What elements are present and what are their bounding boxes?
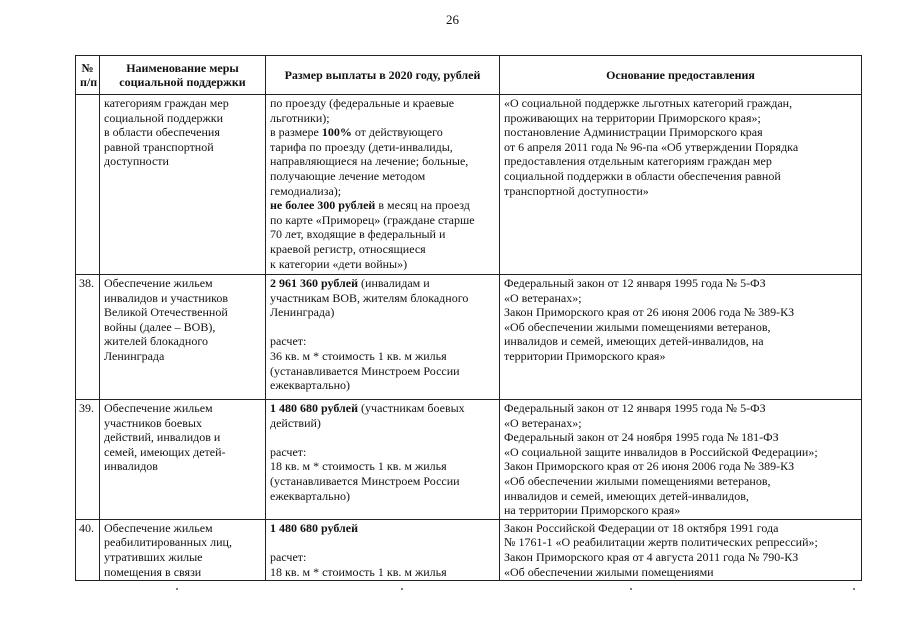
table-row-continuation	[76, 95, 862, 275]
table-row	[76, 519, 862, 580]
cell-measure-name: Обеспечение жильем инвалидов и участников Великой Отечественной войны (далее – ВОВ), жителей блокадного Ленинграда	[100, 275, 266, 400]
cell-num: 40.	[76, 519, 100, 580]
header-measure-name: Наименование меры социальной поддержки	[100, 56, 266, 95]
cell-num: 38.	[76, 275, 100, 400]
cell-payment-amount: по проезду (федеральные и краевые льготники); в размере 100% от действующего тарифа по проезду (дети-инвалиды, направляющиеся на лечение; больные, получающие лечение методом гемодиализа); не более 300 рублей в месяц на проезд по карте «Приморец» (граждане старше 70 лет, входящие в федеральный и краевой регистр, относящиеся к категории «дети войны»)	[266, 95, 500, 275]
cell-measure-name: Обеспечение жильем участников боевых действий, инвалидов и семей, имеющих детей- инвалидов	[100, 400, 266, 520]
cell-basis: «О социальной поддержке льготных категорий граждан, проживающих на территории Приморского края»; постановление Администрации Приморского края от 6 апреля 2011 года № 96-па «Об утверждении Порядка предоставления отдельным категориям граждан мер социальной поддержки в области обеспечения равной транспортной доступности»	[500, 95, 862, 275]
cell-basis: Закон Российской Федерации от 18 октября 1991 года № 1761-1 «О реабилитации жертв политических репрессий»; Закон Приморского края от 4 августа 2011 года № 790-КЗ «Об обеспечении жилыми помещениями	[500, 519, 862, 580]
cell-num: 39.	[76, 400, 100, 520]
page-number: 26	[446, 12, 459, 27]
header-num: № п/п	[76, 56, 100, 95]
table-row	[76, 400, 862, 520]
social-support-table	[75, 55, 862, 581]
cell-basis: Федеральный закон от 12 января 1995 года № 5-ФЗ «О ветеранах»; Федеральный закон от 24 ноября 1995 года № 181-ФЗ «О социальной защите инвалидов в Российской Федерации»; Закон Приморского края от 26 июня 2006 года № 389-КЗ «Об обеспечении жилыми помещениями ветеранов, инвалидов и семей, имеющих детей-инвалидов, на территории Приморского края»	[500, 400, 862, 520]
cell-payment-amount: 2 961 360 рублей (инвалидам и участникам ВОВ, жителям блокадного Ленинграда) расчет: 36 кв. м * стоимость 1 кв. м жилья (устанавливается Минстроем России ежеквартально)	[266, 275, 500, 400]
header-payment-amount: Размер выплаты в 2020 году, рублей	[266, 56, 500, 95]
cell-basis: Федеральный закон от 12 января 1995 года № 5-ФЗ «О ветеранах»; Закон Приморского края от 26 июня 2006 года № 389-КЗ «Об обеспечении жилыми помещениями ветеранов, инвалидов и семей, имеющих детей-инвалидов, на территории Приморского края»	[500, 275, 862, 400]
table-header-row	[76, 56, 862, 95]
scan-artifact-dots	[0, 588, 905, 592]
cell-payment-amount: 1 480 680 рублей (участникам боевых действий) расчет: 18 кв. м * стоимость 1 кв. м жилья (устанавливается Минстроем России ежеквартально)	[266, 400, 500, 520]
cell-num	[76, 95, 100, 275]
cell-measure-name: Обеспечение жильем реабилитированных лиц, утративших жилые помещения в связи	[100, 519, 266, 580]
table-row	[76, 275, 862, 400]
cell-payment-amount: 1 480 680 рублей расчет: 18 кв. м * стоимость 1 кв. м жилья	[266, 519, 500, 580]
header-basis: Основание предоставления	[500, 56, 862, 95]
cell-measure-name: категориям граждан мер социальной поддержки в области обеспечения равной транспортной доступности	[100, 95, 266, 275]
